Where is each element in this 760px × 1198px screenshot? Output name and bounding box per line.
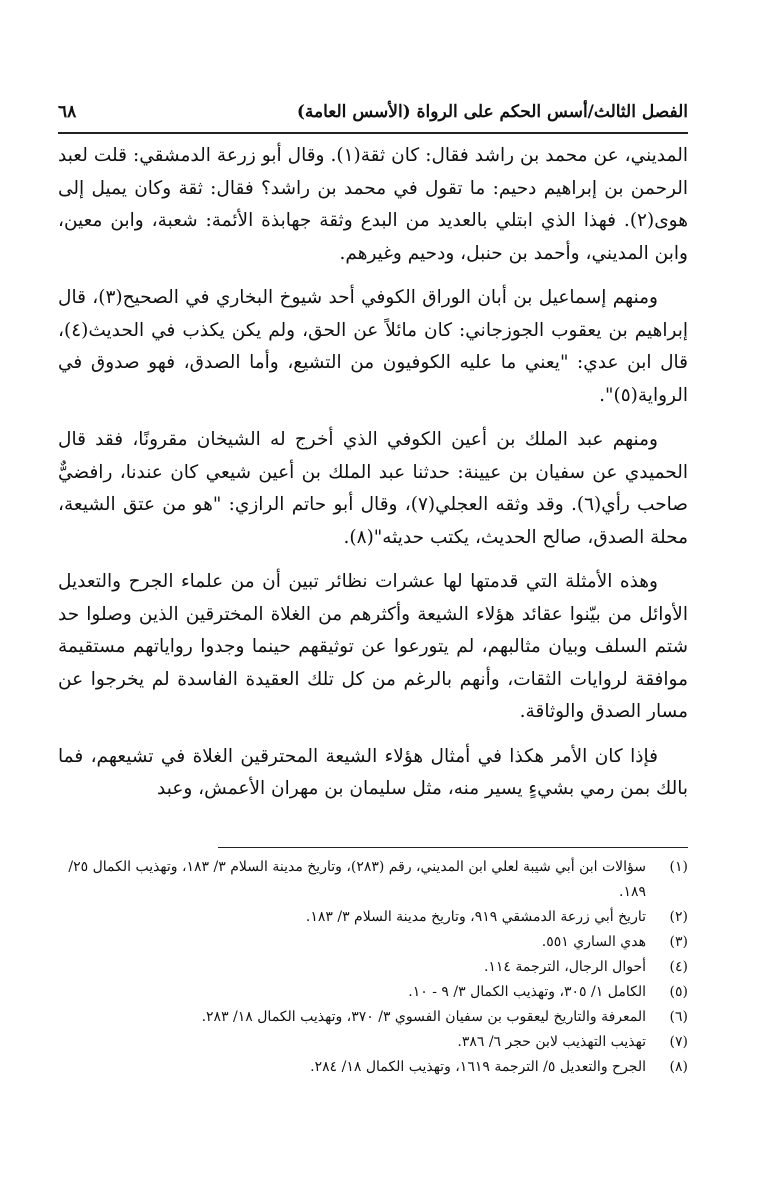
paragraph-5: فإذا كان الأمر هكذا في أمثال هؤلاء الشيعة المحترقين الغلاة في تشيعهم، فما بالك بمن رمي بشيءٍ يسير منه، مثل سليمان بن مهران الأعمش، وعبد [58,745,688,799]
footnote-5: (٥) الكامل ١/ ٣٠٥، وتهذيب الكمال ٣/ ٩ - ١٠. [408,984,688,1000]
footnotes [58,855,688,1080]
paragraph-1: المديني، عن محمد بن راشد فقال: كان ثقة(١). وقال أبو زرعة الدمشقي: قلت لعبد الرحمن بن إبراهيم دحيم: ما تقول في محمد بن راشد؟ فقال: ثقة وكان يميل إلى هوى(٢). فهذا الذي ابتلي بالعديد من البدع وثقة جهابذة الأئمة: شعبة، وابن معين، وابن المديني، وأحمد بن حنبل، ودحيم وغيرهم. [58,145,688,264]
footnote-6: (٦) المعرفة والتاريخ ليعقوب بن سفيان الفسوي ٣/ ٣٧٠، وتهذيب الكمال ١٨/ ٢٨٣. [201,1009,688,1025]
footnote-rule [218,847,688,848]
page-number: ٦٨ [58,102,77,122]
header-rule [58,132,688,134]
paragraph-3: ومنهم عبد الملك بن أعين الكوفي الذي أخرج له الشيخان مقرونًا، فقد قال الحميدي عن سفيان بن عيينة: حدثنا عبد الملك بن أعين شيعي كان عندنا، رافضيٌّ صاحب رأي(٦). وقد وثقه العجلي(٧)، وقال أبو حاتم الرازي: "هو من عتق الشيعة، محلة الصدق، صالح الحديث، يكتب حديثه"(٨). [58,429,688,548]
footnote-1: (١) سؤالات ابن أبي شيبة لعلي ابن المديني، رقم (٢٨٣)، وتاريخ مدينة السلام ٣/ ١٨٣، وتهذيب الكمال ٢٥/ ١٨٩. [68,859,688,900]
footnote-4: (٤) أحوال الرجال، الترجمة ١١٤. [483,959,688,975]
running-title: الفصل الثالث/أسس الحكم على الرواة (الأسس العامة) [296,102,688,122]
footnote-3: (٣) هدي الساري ٥٥١. [541,934,688,950]
footnote-8: (٨) الجرح والتعديل ٥/ الترجمة ١٦١٩، وتهذيب الكمال ١٨/ ٢٨٤. [310,1059,688,1075]
footnote-2: (٢) تاريخ أبي زرعة الدمشقي ٩١٩، وتاريخ مدينة السلام ٣/ ١٨٣. [305,909,688,925]
page-header [58,98,688,126]
paragraph-4: وهذه الأمثلة التي قدمتها لها عشرات نظائر تبين أن من علماء الجرح والتعديل الأوائل من بيّنوا عقائد هؤلاء الشيعة وأكثرهم من الغلاة المخترقين الذين وصلوا حد شتم السلف وبيان مثالبهم، لم يتورعوا عن توثيقهم حينما وجدوا رواياتهم مستقيمة موافقة لروايات الثقات، وأنهم بالرغم من كل تلك العقيدة الفاسدة لم يخرجوا عن مسار الصدق والوثاقة. [58,571,688,722]
paragraph-2: ومنهم إسماعيل بن أبان الوراق الكوفي أحد شيوخ البخاري في الصحيح(٣)، قال إبراهيم بن يعقوب الجوزجاني: كان مائلاً عن الحق، ولم يكن يكذب في الحديث(٤)، قال ابن عدي: "يعني ما عليه الكوفيون من التشيع، وأما الصدق، فهو صدوق في الرواية(٥)". [58,287,688,406]
main-text [58,140,688,818]
footnote-7: (٧) تهذيب التهذيب لابن حجر ٦/ ٣٨٦. [457,1034,688,1050]
